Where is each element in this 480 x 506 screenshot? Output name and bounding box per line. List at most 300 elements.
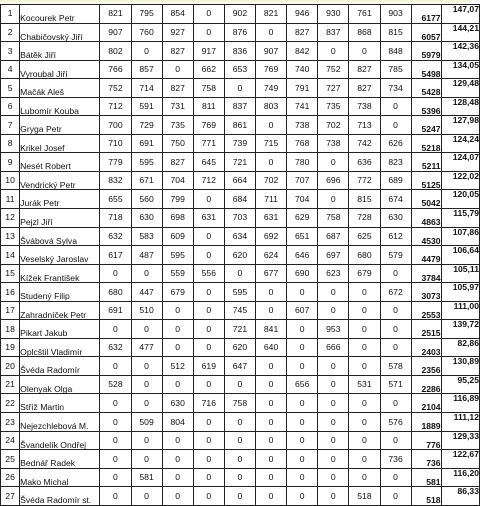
score-cell: 0 xyxy=(131,450,162,469)
total-cell: 5979 xyxy=(411,42,441,61)
score-cell: 837 xyxy=(318,23,349,42)
score-cell: 0 xyxy=(100,487,131,506)
player-name-cell: Chabičovský Jiří xyxy=(20,23,100,42)
score-cell: 946 xyxy=(287,5,318,24)
rank-cell: 17 xyxy=(1,301,20,320)
score-cell: 578 xyxy=(380,357,411,376)
score-cell: 595 xyxy=(162,246,193,265)
table-row xyxy=(1,394,480,413)
score-cell: 0 xyxy=(256,153,287,172)
score-cell: 653 xyxy=(224,60,255,79)
player-name-cell: Gryga Petr xyxy=(20,116,100,135)
player-name-cell: Mačák Aleš xyxy=(20,79,100,98)
score-cell: 0 xyxy=(318,450,349,469)
score-cell: 595 xyxy=(131,153,162,172)
score-cell: 930 xyxy=(318,5,349,24)
score-cell: 0 xyxy=(380,394,411,413)
rank-cell: 5 xyxy=(1,79,20,98)
rank-cell: 19 xyxy=(1,338,20,357)
score-cell: 752 xyxy=(100,79,131,98)
table-row xyxy=(1,246,480,265)
score-cell: 0 xyxy=(131,264,162,283)
score-cell: 631 xyxy=(193,209,224,228)
player-name-cell: Vendrický Petr xyxy=(20,171,100,190)
rank-cell: 2 xyxy=(1,23,20,42)
total-cell: 5211 xyxy=(411,153,441,172)
score-cell: 0 xyxy=(100,264,131,283)
average-cell: 82,86 xyxy=(441,338,479,357)
score-cell: 0 xyxy=(318,394,349,413)
score-cell: 0 xyxy=(224,487,255,506)
score-cell: 0 xyxy=(256,431,287,450)
player-name-cell: Švábová Sylva xyxy=(20,227,100,246)
score-cell: 487 xyxy=(131,246,162,265)
score-cell: 0 xyxy=(193,320,224,339)
score-cell: 692 xyxy=(256,227,287,246)
average-cell: 144,21 xyxy=(441,23,479,42)
score-cell: 702 xyxy=(318,116,349,135)
score-cell: 745 xyxy=(224,301,255,320)
score-cell: 0 xyxy=(193,487,224,506)
score-cell: 0 xyxy=(349,413,380,432)
score-cell: 0 xyxy=(318,190,349,209)
table-row xyxy=(1,227,480,246)
score-cell: 0 xyxy=(380,320,411,339)
score-cell: 0 xyxy=(287,357,318,376)
rank-cell: 8 xyxy=(1,134,20,153)
score-cell: 799 xyxy=(162,190,193,209)
score-cell: 556 xyxy=(193,264,224,283)
average-cell: 130,89 xyxy=(441,357,479,376)
score-cell: 617 xyxy=(100,246,131,265)
score-cell: 752 xyxy=(318,60,349,79)
score-cell: 0 xyxy=(318,301,349,320)
total-cell: 518 xyxy=(411,487,441,506)
player-name-cell: Veselský Jaroslav xyxy=(20,246,100,265)
score-cell: 842 xyxy=(287,42,318,61)
table-row xyxy=(1,264,480,283)
score-cell: 903 xyxy=(380,5,411,24)
total-cell: 5125 xyxy=(411,171,441,190)
table-row xyxy=(1,357,480,376)
score-cell: 0 xyxy=(380,264,411,283)
score-cell: 0 xyxy=(193,375,224,394)
rank-cell: 4 xyxy=(1,60,20,79)
score-cell: 821 xyxy=(100,5,131,24)
average-cell: 128,48 xyxy=(441,97,479,116)
score-cell: 0 xyxy=(131,487,162,506)
score-cell: 698 xyxy=(162,209,193,228)
score-cell: 0 xyxy=(287,320,318,339)
score-cell: 0 xyxy=(131,320,162,339)
score-cell: 0 xyxy=(256,375,287,394)
score-cell: 768 xyxy=(287,134,318,153)
total-cell: 736 xyxy=(411,450,441,469)
score-cell: 727 xyxy=(318,79,349,98)
table-row xyxy=(1,153,480,172)
score-cell: 697 xyxy=(318,246,349,265)
score-cell: 609 xyxy=(162,227,193,246)
score-cell: 0 xyxy=(193,413,224,432)
score-cell: 811 xyxy=(193,97,224,116)
score-cell: 721 xyxy=(224,153,255,172)
score-cell: 738 xyxy=(318,134,349,153)
score-cell: 0 xyxy=(162,450,193,469)
total-cell: 2553 xyxy=(411,301,441,320)
score-cell: 612 xyxy=(380,227,411,246)
score-cell: 0 xyxy=(256,468,287,487)
score-cell: 0 xyxy=(193,227,224,246)
score-cell: 691 xyxy=(100,301,131,320)
score-cell: 729 xyxy=(131,116,162,135)
rank-cell: 25 xyxy=(1,450,20,469)
score-cell: 512 xyxy=(162,357,193,376)
total-cell: 2104 xyxy=(411,394,441,413)
score-cell: 0 xyxy=(380,97,411,116)
score-cell: 632 xyxy=(100,227,131,246)
score-cell: 656 xyxy=(287,375,318,394)
score-cell: 680 xyxy=(349,246,380,265)
score-cell: 0 xyxy=(318,431,349,450)
score-cell: 761 xyxy=(349,5,380,24)
total-cell: 5428 xyxy=(411,79,441,98)
table-row xyxy=(1,60,480,79)
average-cell: 124,24 xyxy=(441,134,479,153)
player-name-cell: Krikel Josef xyxy=(20,134,100,153)
score-cell: 0 xyxy=(349,468,380,487)
score-cell: 0 xyxy=(287,431,318,450)
score-cell: 868 xyxy=(349,23,380,42)
score-cell: 758 xyxy=(318,209,349,228)
score-cell: 679 xyxy=(349,264,380,283)
score-cell: 769 xyxy=(256,60,287,79)
score-cell: 0 xyxy=(318,413,349,432)
total-cell: 1889 xyxy=(411,413,441,432)
score-cell: 0 xyxy=(224,375,255,394)
score-cell: 815 xyxy=(380,23,411,42)
score-cell: 623 xyxy=(318,264,349,283)
rank-cell: 21 xyxy=(1,375,20,394)
results-table xyxy=(0,4,480,506)
average-cell: 139,72 xyxy=(441,320,479,339)
average-cell: 142,36 xyxy=(441,42,479,61)
average-cell: 127,98 xyxy=(441,116,479,135)
table-row xyxy=(1,134,480,153)
total-cell: 5247 xyxy=(411,116,441,135)
table-row xyxy=(1,468,480,487)
score-cell: 0 xyxy=(193,5,224,24)
score-cell: 0 xyxy=(380,487,411,506)
score-cell: 827 xyxy=(287,23,318,42)
player-name-cell: Bátěk Jiří xyxy=(20,42,100,61)
score-cell: 619 xyxy=(193,357,224,376)
score-cell: 823 xyxy=(380,153,411,172)
rank-cell: 14 xyxy=(1,246,20,265)
score-cell: 0 xyxy=(256,23,287,42)
score-cell: 0 xyxy=(100,468,131,487)
score-cell: 0 xyxy=(318,153,349,172)
total-cell: 4479 xyxy=(411,246,441,265)
average-cell: 129,48 xyxy=(441,79,479,98)
score-cell: 0 xyxy=(380,468,411,487)
score-cell: 0 xyxy=(256,283,287,302)
score-cell: 0 xyxy=(162,60,193,79)
score-cell: 0 xyxy=(193,283,224,302)
table-row xyxy=(1,42,480,61)
table-row xyxy=(1,5,480,24)
score-cell: 0 xyxy=(256,487,287,506)
score-cell: 0 xyxy=(131,357,162,376)
score-cell: 0 xyxy=(193,246,224,265)
score-cell: 766 xyxy=(100,60,131,79)
score-cell: 477 xyxy=(131,338,162,357)
score-cell: 821 xyxy=(256,5,287,24)
player-name-cell: Vyroubal Jiří xyxy=(20,60,100,79)
score-cell: 848 xyxy=(380,42,411,61)
score-cell: 827 xyxy=(162,42,193,61)
table-row xyxy=(1,116,480,135)
player-name-cell: Lubomír Kouba xyxy=(20,97,100,116)
score-cell: 785 xyxy=(380,60,411,79)
rank-cell: 22 xyxy=(1,394,20,413)
score-cell: 0 xyxy=(193,468,224,487)
total-cell: 4530 xyxy=(411,227,441,246)
score-cell: 640 xyxy=(256,338,287,357)
average-cell: 122,02 xyxy=(441,171,479,190)
score-cell: 560 xyxy=(131,190,162,209)
score-cell: 671 xyxy=(131,171,162,190)
score-cell: 907 xyxy=(100,23,131,42)
score-cell: 0 xyxy=(256,357,287,376)
total-cell: 2403 xyxy=(411,338,441,357)
table-row xyxy=(1,487,480,506)
score-cell: 677 xyxy=(256,264,287,283)
score-cell: 583 xyxy=(131,227,162,246)
score-cell: 0 xyxy=(100,450,131,469)
score-cell: 687 xyxy=(318,227,349,246)
total-cell: 776 xyxy=(411,431,441,450)
player-name-cell: Nejezchlebová M. xyxy=(20,413,100,432)
score-cell: 927 xyxy=(162,23,193,42)
player-name-cell: Jurák Petr xyxy=(20,190,100,209)
score-cell: 827 xyxy=(349,79,380,98)
score-cell: 0 xyxy=(349,42,380,61)
score-cell: 630 xyxy=(131,209,162,228)
score-cell: 0 xyxy=(349,450,380,469)
score-cell: 712 xyxy=(100,97,131,116)
average-cell: 116,89 xyxy=(441,394,479,413)
score-cell: 0 xyxy=(193,23,224,42)
score-cell: 731 xyxy=(162,97,193,116)
table-row xyxy=(1,23,480,42)
score-cell: 735 xyxy=(318,97,349,116)
total-cell: 6057 xyxy=(411,23,441,42)
rank-cell: 1 xyxy=(1,5,20,24)
score-cell: 579 xyxy=(380,246,411,265)
score-cell: 531 xyxy=(349,375,380,394)
score-cell: 0 xyxy=(318,357,349,376)
total-cell: 5218 xyxy=(411,134,441,153)
score-cell: 0 xyxy=(349,431,380,450)
average-cell: 106,64 xyxy=(441,246,479,265)
score-cell: 0 xyxy=(100,320,131,339)
score-cell: 0 xyxy=(318,283,349,302)
score-cell: 902 xyxy=(224,5,255,24)
score-cell: 917 xyxy=(193,42,224,61)
score-cell: 689 xyxy=(380,171,411,190)
score-cell: 691 xyxy=(131,134,162,153)
score-cell: 738 xyxy=(287,116,318,135)
score-cell: 0 xyxy=(380,116,411,135)
rank-cell: 13 xyxy=(1,227,20,246)
score-cell: 0 xyxy=(162,320,193,339)
average-cell: 129,33 xyxy=(441,431,479,450)
player-name-cell: Pikart Jakub xyxy=(20,320,100,339)
score-cell: 772 xyxy=(349,171,380,190)
score-cell: 907 xyxy=(256,42,287,61)
score-cell: 780 xyxy=(287,153,318,172)
score-cell: 0 xyxy=(162,468,193,487)
average-cell: 107,86 xyxy=(441,227,479,246)
average-cell: 105,11 xyxy=(441,264,479,283)
rank-cell: 11 xyxy=(1,190,20,209)
total-cell: 3073 xyxy=(411,283,441,302)
player-name-cell: Nesét Robert xyxy=(20,153,100,172)
score-cell: 769 xyxy=(193,116,224,135)
score-cell: 0 xyxy=(162,301,193,320)
player-name-cell: Studený Filip xyxy=(20,283,100,302)
score-cell: 700 xyxy=(100,116,131,135)
table-row xyxy=(1,320,480,339)
score-cell: 666 xyxy=(318,338,349,357)
score-cell: 0 xyxy=(224,450,255,469)
score-cell: 571 xyxy=(380,375,411,394)
score-cell: 876 xyxy=(224,23,255,42)
rank-cell: 10 xyxy=(1,171,20,190)
table-row xyxy=(1,283,480,302)
score-cell: 0 xyxy=(256,450,287,469)
rank-cell: 27 xyxy=(1,487,20,506)
average-cell: 116,20 xyxy=(441,468,479,487)
table-row xyxy=(1,190,480,209)
score-cell: 827 xyxy=(162,79,193,98)
score-cell: 0 xyxy=(287,338,318,357)
score-cell: 703 xyxy=(224,209,255,228)
score-cell: 715 xyxy=(256,134,287,153)
score-cell: 625 xyxy=(349,227,380,246)
score-cell: 836 xyxy=(224,42,255,61)
score-cell: 696 xyxy=(318,171,349,190)
rank-cell: 12 xyxy=(1,209,20,228)
average-cell: 120,05 xyxy=(441,190,479,209)
total-cell: 2356 xyxy=(411,357,441,376)
score-cell: 595 xyxy=(224,283,255,302)
score-cell: 647 xyxy=(224,357,255,376)
score-cell: 0 xyxy=(287,283,318,302)
rank-cell: 9 xyxy=(1,153,20,172)
score-cell: 0 xyxy=(256,116,287,135)
score-cell: 684 xyxy=(224,190,255,209)
score-cell: 510 xyxy=(131,301,162,320)
score-cell: 0 xyxy=(318,468,349,487)
score-cell: 837 xyxy=(224,97,255,116)
score-cell: 712 xyxy=(193,171,224,190)
player-name-cell: Mako Michal xyxy=(20,468,100,487)
score-cell: 0 xyxy=(131,375,162,394)
score-cell: 631 xyxy=(256,209,287,228)
average-cell: 122,67 xyxy=(441,450,479,469)
score-cell: 0 xyxy=(380,301,411,320)
score-cell: 802 xyxy=(100,42,131,61)
score-cell: 624 xyxy=(256,246,287,265)
player-name-cell: Kocourek Petr xyxy=(20,5,100,24)
score-cell: 0 xyxy=(131,394,162,413)
score-cell: 707 xyxy=(287,171,318,190)
score-cell: 447 xyxy=(131,283,162,302)
total-cell: 5396 xyxy=(411,97,441,116)
score-cell: 690 xyxy=(287,264,318,283)
score-cell: 0 xyxy=(224,468,255,487)
score-cell: 832 xyxy=(100,171,131,190)
score-cell: 0 xyxy=(349,394,380,413)
score-cell: 626 xyxy=(380,134,411,153)
score-cell: 702 xyxy=(256,171,287,190)
score-cell: 0 xyxy=(318,487,349,506)
score-cell: 0 xyxy=(193,301,224,320)
player-name-cell: Kížek František xyxy=(20,264,100,283)
score-cell: 0 xyxy=(100,413,131,432)
total-cell: 2286 xyxy=(411,375,441,394)
score-cell: 815 xyxy=(349,190,380,209)
score-cell: 0 xyxy=(318,42,349,61)
average-cell: 124,07 xyxy=(441,153,479,172)
total-cell: 5042 xyxy=(411,190,441,209)
average-cell: 86,33 xyxy=(441,487,479,506)
score-cell: 634 xyxy=(224,227,255,246)
player-name-cell: Pejzl Jiří xyxy=(20,209,100,228)
score-cell: 0 xyxy=(380,431,411,450)
rank-cell: 24 xyxy=(1,431,20,450)
score-cell: 679 xyxy=(162,283,193,302)
score-cell: 0 xyxy=(349,283,380,302)
average-cell: 95,25 xyxy=(441,375,479,394)
score-cell: 0 xyxy=(193,431,224,450)
score-cell: 518 xyxy=(349,487,380,506)
score-cell: 758 xyxy=(193,79,224,98)
table-row xyxy=(1,171,480,190)
average-cell: 105,97 xyxy=(441,283,479,302)
player-name-cell: Stříž Martin xyxy=(20,394,100,413)
total-cell: 2515 xyxy=(411,320,441,339)
rank-cell: 15 xyxy=(1,264,20,283)
score-cell: 741 xyxy=(287,97,318,116)
score-cell: 841 xyxy=(256,320,287,339)
score-cell: 795 xyxy=(131,5,162,24)
total-cell: 5498 xyxy=(411,60,441,79)
score-cell: 791 xyxy=(287,79,318,98)
score-cell: 736 xyxy=(380,450,411,469)
score-cell: 0 xyxy=(256,413,287,432)
score-cell: 861 xyxy=(224,116,255,135)
score-cell: 827 xyxy=(162,153,193,172)
player-name-cell: Švéda Radomír st. xyxy=(20,487,100,506)
score-cell: 674 xyxy=(380,190,411,209)
score-cell: 0 xyxy=(380,338,411,357)
score-cell: 742 xyxy=(349,134,380,153)
total-cell: 581 xyxy=(411,468,441,487)
score-cell: 509 xyxy=(131,413,162,432)
score-cell: 760 xyxy=(131,23,162,42)
